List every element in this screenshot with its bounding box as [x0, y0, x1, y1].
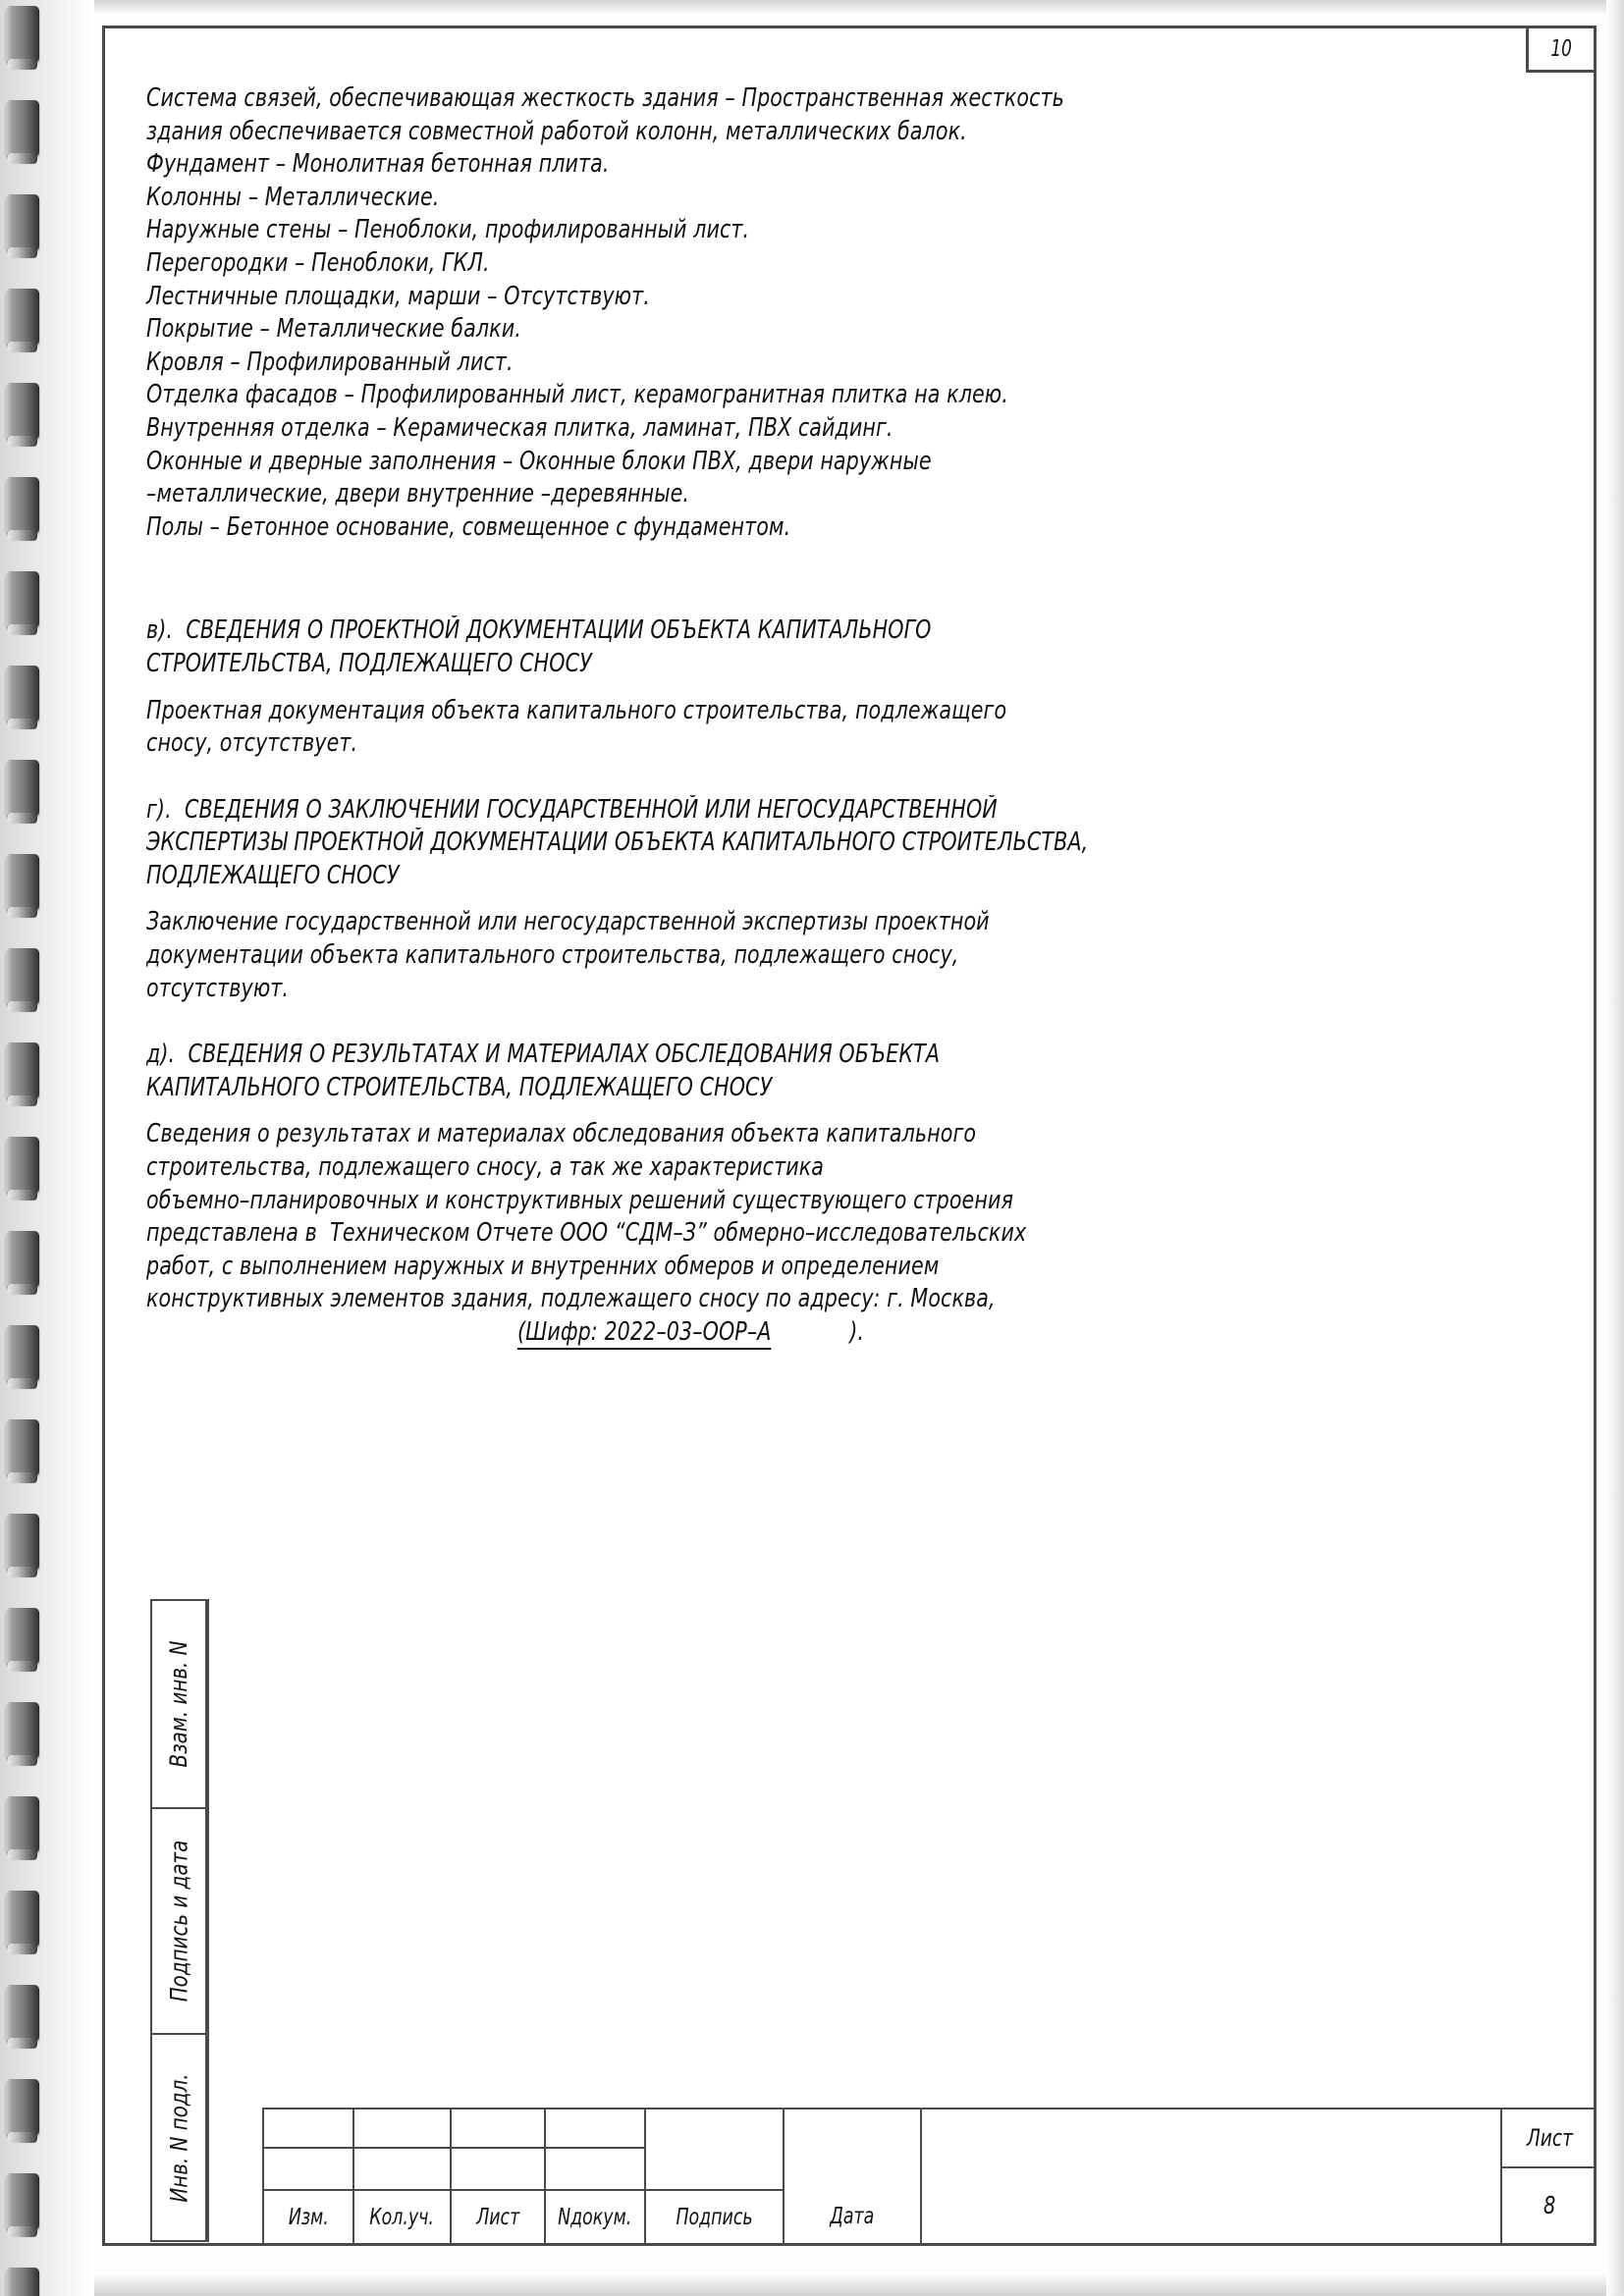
section-d-paragraph-line-4: работ, с выполнением наружных и внутренних обмеров и определением: [146, 1251, 940, 1281]
binding-coil: [6, 1231, 39, 1288]
tb-cell-r1c1: [262, 2108, 352, 2147]
tb-header-podpis: [646, 2189, 783, 2243]
binding-coil: [6, 289, 39, 346]
binding-coil: [6, 1137, 39, 1194]
tb-cell-r2c3: [450, 2147, 544, 2189]
title-block-grid: [262, 2108, 783, 2243]
binding-coil: [6, 383, 39, 440]
section-g-heading-line-1: ЭКСПЕРТИЗЫ ПРОЕКТНОЙ ДОКУМЕНТАЦИИ ОБЪЕКТА КАПИТАЛЬНОГО СТРОИТЕЛЬСТВА,: [146, 828, 1089, 858]
section-d-paragraph-line-3: представлена в Техническом Отчете ООО “СДМ–З” обмерно–исследовательских: [146, 1218, 1027, 1249]
side-label-inv-podl: Инв. N подл.: [165, 2072, 193, 2203]
section-v-heading-line-1: СТРОИТЕЛЬСТВА, ПОДЛЕЖАЩЕГО СНОСУ: [146, 648, 592, 678]
construction-line-0: Система связей, обеспечивающая жесткость здания – Пространственная жесткость: [146, 83, 1064, 113]
tb-header-data-label: Дата: [830, 2204, 875, 2229]
section-g-heading: [146, 794, 1521, 893]
tb-header-izm: [262, 2189, 352, 2243]
section-v-heading: [146, 614, 1521, 680]
scan-edge-top: [0, 0, 1624, 16]
tb-cell-r1c2: [352, 2108, 450, 2147]
binding-coil: [6, 1608, 39, 1665]
spacer: [146, 892, 1521, 906]
construction-line-5: Перегородки – Пеноблоки, ГКЛ.: [146, 247, 490, 278]
tb-header-ndokum: [544, 2189, 646, 2243]
tb-header-podpis-label: Подпись: [676, 2204, 753, 2230]
construction-line-13: Полы – Бетонное основание, совмещенное с фундаментом.: [146, 511, 791, 542]
binding-coil: [6, 1419, 39, 1476]
tb-cell-r2c1: [262, 2147, 352, 2189]
binding-coil: [6, 100, 39, 157]
tb-header-list: [450, 2189, 544, 2243]
binding-coil: [6, 2079, 39, 2136]
binding-coil: [6, 760, 39, 817]
construction-line-1: здания обеспечивается совместной работой колонн, металлических балок.: [146, 116, 967, 146]
section-g-paragraph-line-0: Заключение государственной или негосударственной экспертизы проектной: [146, 907, 990, 937]
section-v-heading-line-0: в). СВЕДЕНИЯ О ПРОЕКТНОЙ ДОКУМЕНТАЦИИ ОБЪЕКТА КАПИТАЛЬНОГО: [146, 615, 932, 646]
spacer: [146, 681, 1521, 695]
section-d-heading-line-0: д). СВЕДЕНИЯ О РЕЗУЛЬТАТАХ И МАТЕРИАЛАХ ОБСЛЕДОВАНИЯ ОБЪЕКТА: [146, 1040, 941, 1070]
tb-sheet-value-cell: [1502, 2168, 1597, 2241]
side-label-column: [150, 1599, 207, 2242]
tb-sheet-label-cell: [1502, 2108, 1597, 2168]
binding-coil: [6, 666, 39, 722]
tb-cell-r1c3: [450, 2108, 544, 2147]
construction-line-12: –металлические, двери внутренние –деревянные.: [146, 479, 690, 509]
section-v-paragraph-line-1: сносу, отсутствует.: [146, 728, 358, 759]
side-cell-vzam-inv: [152, 1601, 205, 1809]
tb-cell-r1c4: [544, 2108, 646, 2147]
side-label-vzam-inv: Взам. инв. N: [165, 1640, 193, 1768]
tb-sheet-label: Лист: [1526, 2124, 1573, 2152]
section-d-paragraph-line-1: строительства, подлежащего сносу, а так же характеристика: [146, 1152, 825, 1183]
binding-coil: [6, 1891, 39, 1948]
section-d-paragraph: [146, 1118, 1521, 1316]
section-v-paragraph: [146, 695, 1521, 761]
binding-coil: [6, 477, 39, 534]
construction-line-4: Наружные стены – Пеноблоки, профилированный лист.: [146, 215, 750, 245]
binding-coil: [6, 2268, 39, 2296]
construction-description-block: [146, 82, 1521, 544]
tb-sheet-value: 8: [1543, 2190, 1556, 2219]
section-d-heading: [146, 1039, 1521, 1104]
binding-coil: [6, 571, 39, 628]
title-block: [262, 2108, 1597, 2243]
tb-header-ndokum-label: Nдокум.: [558, 2204, 632, 2230]
tb-cell-r2c5: [646, 2147, 783, 2189]
section-g-paragraph: [146, 906, 1521, 1005]
section-d-paragraph-line-0: Сведения о результатах и материалах обследования объекта капитального: [146, 1119, 977, 1149]
document-text-body: [146, 82, 1521, 1350]
binding-coil: [6, 1702, 39, 1759]
tb-sheet-box: [1500, 2108, 1597, 2243]
page-number-value: 10: [1550, 36, 1572, 62]
spacer: [146, 761, 1521, 794]
section-g-heading-line-2: ПОДЛЕЖАЩЕГО СНОСУ: [146, 860, 400, 890]
side-label-podpis-data: Подпись и дата: [165, 1840, 193, 2002]
section-d-paragraph-line-2: объемно–планировочных и конструктивных решений существующего строения: [146, 1185, 1013, 1215]
binding-coil: [6, 1985, 39, 2042]
cipher-spacer: [771, 1317, 849, 1347]
side-cell-inv-podl: [152, 2035, 205, 2240]
tb-header-data: [783, 2108, 920, 2243]
section-d-heading-line-1: КАПИТАЛЬНОГО СТРОИТЕЛЬСТВА, ПОДЛЕЖАЩЕГО СНОСУ: [146, 1072, 773, 1102]
binding-coil: [6, 194, 39, 251]
construction-line-10: Внутренняя отделка – Керамическая плитка, ламинат, ПВХ сайдинг.: [146, 412, 893, 443]
construction-line-6: Лестничные площадки, марши – Отсутствуют.: [146, 281, 650, 311]
construction-line-9: Отделка фасадов – Профилированный лист, керамогранитная плитка на клею.: [146, 380, 1008, 410]
construction-line-3: Колонны – Металлические.: [146, 182, 440, 212]
section-g-heading-line-0: г). СВЕДЕНИЯ О ЗАКЛЮЧЕНИИ ГОСУДАРСТВЕННОЙ ИЛИ НЕГОСУДАРСТВЕННОЙ: [146, 794, 998, 825]
section-d-paragraph-line-5: конструктивных элементов здания, подлежащего сносу по адресу: г. Москва,: [146, 1284, 996, 1314]
cipher-close: ).: [849, 1317, 865, 1347]
binding-coil: [6, 1796, 39, 1853]
binding-coil: [6, 6, 39, 63]
spacer: [146, 544, 1521, 614]
page-number-box: [1526, 26, 1597, 73]
binding-coil: [6, 1325, 39, 1382]
spacer: [146, 1104, 1521, 1118]
binding-coil: [6, 1042, 39, 1099]
side-cell-podpis-data: [152, 1809, 205, 2035]
binding-coil: [6, 2173, 39, 2230]
tb-cell-r2c2: [352, 2147, 450, 2189]
construction-line-7: Покрытие – Металлические балки.: [146, 314, 521, 345]
tb-cell-r1c5: [646, 2108, 783, 2147]
cipher-line: [146, 1316, 1383, 1350]
section-v-paragraph-line-0: Проектная документация объекта капитального строительства, подлежащего: [146, 695, 1007, 725]
construction-line-8: Кровля – Профилированный лист.: [146, 347, 514, 377]
section-g-paragraph-line-1: документации объекта капитального строительства, подлежащего сносу,: [146, 940, 959, 971]
tb-header-list-label: Лист: [475, 2204, 520, 2230]
spacer: [146, 1005, 1521, 1039]
drawing-frame: [102, 26, 1597, 2246]
construction-line-11: Оконные и дверные заполнения – Оконные блоки ПВХ, двери наружные: [146, 446, 932, 476]
section-g-paragraph-line-2: отсутствуют.: [146, 973, 290, 1003]
cipher-code: (Шифр: 2022–03–ООР–А: [517, 1317, 771, 1350]
construction-line-2: Фундамент – Монолитная бетонная плита.: [146, 149, 610, 180]
binding-coil: [6, 1514, 39, 1571]
tb-middle-separator: [920, 2108, 922, 2243]
binding-coil: [6, 948, 39, 1005]
tb-header-koluch: [352, 2189, 450, 2243]
scan-edge-right: [1606, 0, 1624, 2296]
tb-cell-r2c4: [544, 2147, 646, 2189]
tb-header-koluch-label: Кол.уч.: [369, 2204, 435, 2230]
binding-coil: [6, 854, 39, 911]
scan-edge-bottom: [0, 2272, 1624, 2296]
tb-header-izm-label: Изм.: [288, 2204, 329, 2230]
side-label-separator: [207, 1599, 262, 2242]
